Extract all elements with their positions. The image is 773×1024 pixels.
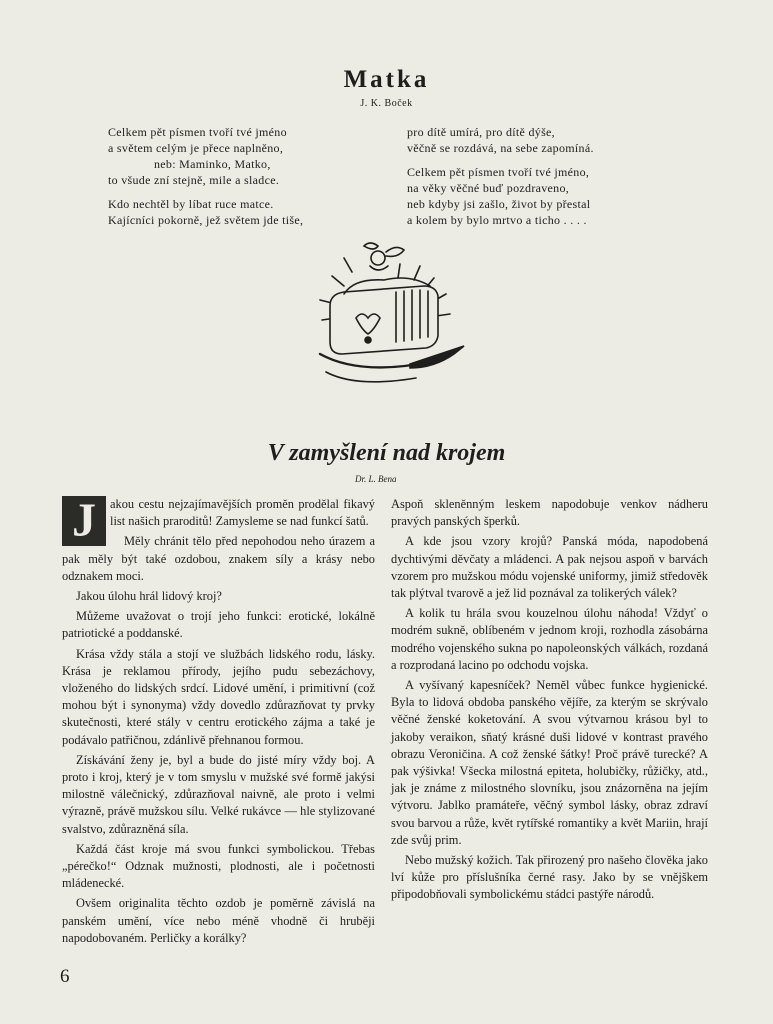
poem-stanza: [407, 124, 594, 156]
article-paragraph: Získávání ženy je, byl a bude do jisté míry vždy boj. A proto i kroj, který je v tom smyslu v mužské své formě jakýsi milostně válečnický, zdůrazňoval naivně, ale proto i velmi výrazně, právě mužskou sílu. Velké rukávce — hle stylizované svalstvo, zdůrazněná síla.: [62, 752, 375, 836]
article-paragraph: Ovšem originalita těchto ozdob je poměrně závislá na panském umění, více nebo méně vhodně či hruběji napodobovaném. Perličky a korálky?: [62, 896, 375, 945]
article-paragraph: akou cestu nejzajímavějších proměn prodělal fikavý list našich praroditů! Zamysleme se nad funkcí šatů.: [110, 497, 375, 529]
poem-line: Kajícníci pokorně, jež světem jde tiše,: [108, 213, 304, 227]
poem-stanza: [407, 164, 594, 228]
poem-line: to všude zní stejně, mile a sladce.: [108, 173, 280, 187]
article-left-column: [62, 496, 375, 950]
poem-line: na věky věčné buď pozdraveno,: [407, 181, 570, 195]
poem-line: neb: Maminko, Matko,: [154, 157, 271, 171]
poem-line: věčně se rozdává, na sebe zapomíná.: [407, 141, 594, 155]
poem-line: a světem celým je přece naplněno,: [108, 141, 284, 155]
poem-right-column: [407, 124, 594, 236]
poem-left-column: [108, 124, 303, 236]
article-author: Dr. L. Bena: [355, 474, 397, 484]
page-number: 6: [60, 966, 70, 987]
article-paragraph: Jakou úlohu hrál lidový kroj?: [76, 589, 222, 604]
drop-cap: J: [62, 496, 106, 546]
article-paragraph: A kolik tu hrála svou kouzelnou úlohu náhoda! Vždyť o modrém sukně, oblíbeném v jednom kroji, rozhodla zásobárna modrého vojenského sukna po napoleonských válkách, rozdaná a rozprodaná lacino po odchodu vojska.: [391, 606, 708, 672]
angel-head-icon: [371, 251, 385, 265]
article-paragraph: Krása vždy stála a stojí ve službách lidského rodu, lásky. Krása je reklamou přírody, jejího pudu sebezáchovy, vloženého do lidských srdcí. Lidové umění, i primitivní (což mohou být i synonyma) vždy dovedlo zdůrazňovat ty prvky skutečnosti, které stály v centru erotického zájma a také je podávalo patřičnou, zdánlivě přehnanou formou.: [62, 646, 375, 747]
poem-line: a kolem by bylo mrtvo a ticho . . . .: [407, 213, 587, 227]
poem-line: Kdo nechtěl by líbat ruce matce.: [108, 197, 274, 211]
poem-line: pro dítě umírá, pro dítě dýše,: [407, 125, 555, 139]
article-paragraph: A vyšívaný kapesníček? Neměl vůbec funkce hygienické. Byla to lidová obdoba panského vějíře, za kterým se skrývalo věčné ženské koketování. A svou výtvarnou krásou byl to jakoby veraikon, sňatý krásné duši lidové v kontrast pravého obrazu Veroničina. A což ženské šátky! Proč právě turecké? A pak výšivka! Všecka milostná epiteta, holubičky, růžičky, atd., jak je známe z milostného slovníku, jsou znázorněna na jejím výtvoru. Jablko pramáteře, věčný symbol lásky, obraz zdraví svou barvou a růže, květ rytířské romantiky a květ Mariin, hrají zde svůj prim.: [391, 678, 708, 847]
article-paragraph: Každá část kroje má svou funkci symbolickou. Třebas „pérečko!“ Odznak mužnosti, plodnosti, ale i početnosti mládenecké.: [62, 841, 375, 891]
article-paragraph: Měly chránit tělo před nepohodou neho úrazem a pak měly být také ozdobou, znakem síly a krásy nebo odznakem moci.: [62, 534, 375, 583]
article-paragraph: Aspoň skleněnným leskem napodobuje venkov nádheru pravých panských šperků.: [391, 497, 708, 529]
cradle-illustration: [300, 236, 480, 406]
angel-wing-icon: [364, 243, 378, 249]
article-paragraph: Nebo mužský kožich. Tak přirozený pro našeho člověka jako lví kůže pro příslušníka černé rasy. Jako by se vnějškem připodobňovali symbolickému stádci pastýře národů.: [391, 853, 708, 902]
article-right-column: [391, 496, 708, 907]
poem-stanza: [108, 124, 303, 188]
poem-line: Celkem pět písmen tvoří tvé jméno: [108, 125, 287, 139]
article-title: V zamyšlení nad krojem: [267, 440, 506, 466]
article-paragraph: Můžeme uvažovat o trojí jeho funkci: erotické, lokálně patriotické a poddanské.: [62, 609, 375, 641]
poem-title: Matka: [343, 66, 430, 93]
article-paragraph: A kde jsou vzory krojů? Panská móda, napodobená dychtivými děvčaty a mládenci. A pak nejsou aspoň v barvách vzorem pro mužskou módu vojenské uniformy, jimiž středověk tak plýtval tvarově a jež lid poznával za tolikerých válek?: [391, 534, 708, 601]
poem-line: Celkem pět písmen tvoří tvé jméno,: [407, 165, 590, 179]
poem-author: J. K. Boček: [360, 98, 413, 109]
poem-line: neb kdyby jsi zašlo, život by přestal: [407, 197, 591, 211]
poem-stanza: [108, 196, 303, 228]
